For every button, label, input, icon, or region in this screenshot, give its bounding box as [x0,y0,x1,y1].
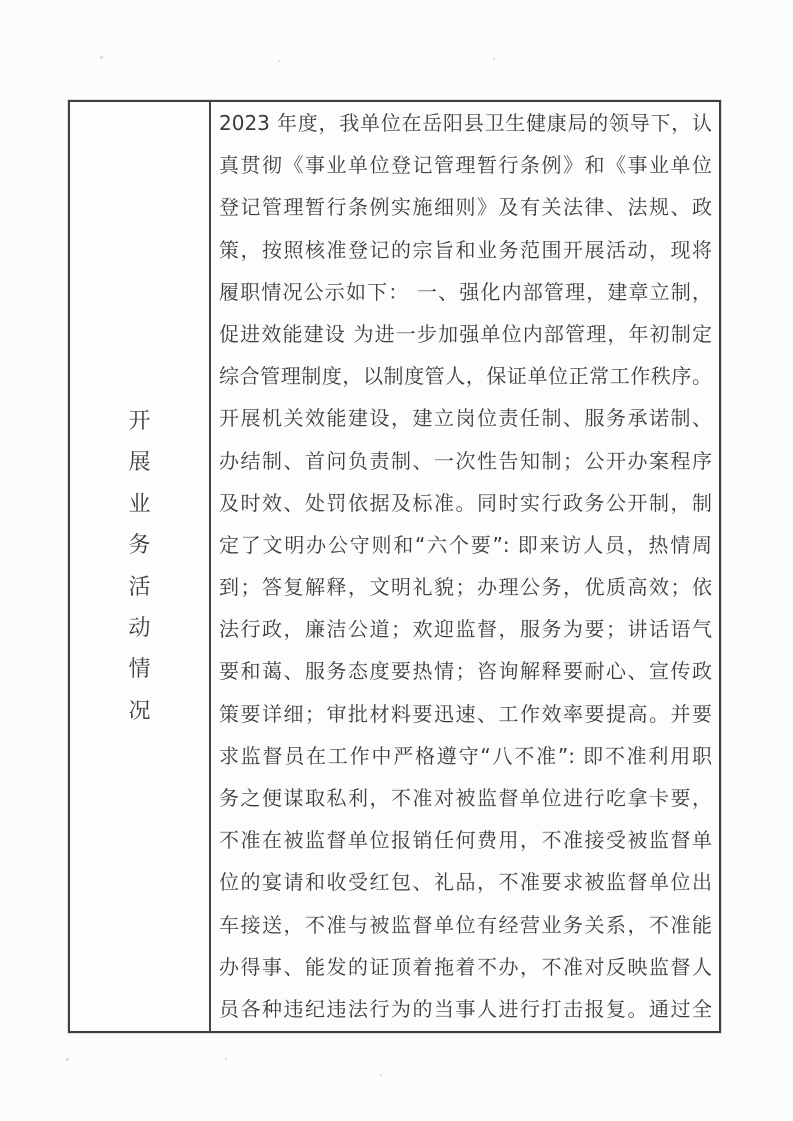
text-line: 开展机关效能建设，建立岗位责任制、服务承诺制、 [219,406,712,431]
text-line: 及时效、处罚依据及标准。同时实行政务公开制，制 [219,490,712,515]
row-header-char: 动 [128,615,151,641]
text-line: 位的宴请和收受红包、礼品，不准要求被监督单位出 [219,870,712,895]
content-text-block [219,102,712,1030]
text-line: 求监督员在工作中严格遵守“八不准”: 即不准利用职 [219,743,712,768]
text-line: 车接送，不准与被监督单位有经营业务关系，不准能 [219,912,712,937]
text-line: 策，按照核准登记的宗旨和业务范围开展活动，现将 [219,237,712,262]
row-header-char: 业 [128,491,151,517]
text-line: 促进效能建设 为进一步加强单位内部管理，年初制定 [219,321,712,346]
text-line: 综合管理制度，以制度管人，保证单位正常工作秩序。 [219,364,712,389]
text-line: 办结制、首问负责制、一次性告知制；公开办案程序 [219,448,712,473]
text-line: 登记管理暂行条例实施细则》及有关法律、法规、政 [219,195,712,220]
text-line: 策要详细；审批材料要迅速、工作效率要提高。并要 [219,701,712,726]
business-activity-table [68,100,721,1033]
row-header-char: 开 [128,408,151,434]
scan-speckle [278,60,280,62]
row-header-char: 务 [128,533,151,559]
row-header-char: 展 [128,450,151,476]
text-line: 真贯彻《事业单位登记管理暂行条例》和《事业单位 [219,153,712,178]
text-line: 办得事、能发的证顶着拖着不办，不准对反映监督人 [219,954,712,979]
content-cell [211,102,719,1031]
row-header-label [128,401,150,732]
text-line: 2023 年度，我单位在岳阳县卫生健康局的领导下，认 [219,111,712,135]
row-header-char: 况 [128,698,151,724]
scan-speckle [380,1074,382,1076]
text-line: 员各种违纪违法行为的当事人进行打击报复。通过全 [219,996,712,1021]
row-header-cell [70,102,211,1031]
scan-speckle [493,58,495,60]
row-header-char: 情 [128,657,151,683]
scan-speckle [100,56,103,59]
text-line: 法行政，廉洁公道；欢迎监督，服务为要；讲话语气 [219,617,712,642]
text-line: 定了文明办公守则和“六个要”: 即来访人员，热情周 [219,532,712,557]
text-line: 要和蔼、服务态度要热情；咨询解释要耐心、宣传政 [219,659,712,684]
text-line: 不准在被监督单位报销任何费用，不准接受被监督单 [219,828,712,853]
text-line: 务之便谋取私利，不准对被监督单位进行吃拿卡要， [219,786,712,810]
row-header-char: 活 [128,574,151,600]
text-line: 到；答复解释，文明礼貌；办理公务，优质高效；依 [219,575,712,600]
scan-speckle [66,1058,69,1061]
text-line: 履职情况公示如下： 一、强化内部管理，建章立制， [219,279,712,304]
scan-speckle [225,1058,227,1060]
